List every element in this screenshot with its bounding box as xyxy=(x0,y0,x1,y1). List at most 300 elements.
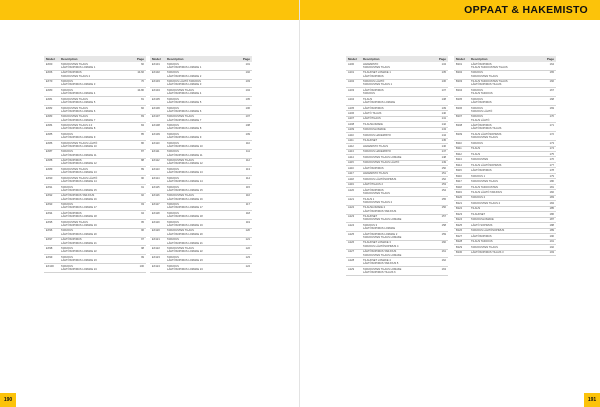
row-code: A117 xyxy=(348,172,354,176)
row-code: A123 xyxy=(348,215,355,219)
row-code: EX113 xyxy=(152,167,160,171)
description-line: TARJOUS xyxy=(61,203,73,207)
table-row xyxy=(346,62,448,71)
description-line: LÄHTÖSOPIMUS LOMAKE 24 xyxy=(167,267,203,271)
row-code: B104 xyxy=(456,88,463,92)
row-page: 157 xyxy=(441,215,446,219)
row-page: 159 xyxy=(441,232,446,236)
row-code: EX103 xyxy=(152,80,160,84)
row-description xyxy=(167,107,238,114)
table-row xyxy=(44,141,146,150)
description-line: LÄHTÖSOPIMUS LOMAKE 1 xyxy=(167,65,202,69)
row-page: 150 xyxy=(441,166,446,170)
table-row xyxy=(44,97,146,106)
row-page: 167 xyxy=(549,88,554,92)
description-line: TARJOUS xyxy=(167,167,179,171)
row-page: 92 xyxy=(141,194,144,198)
row-description xyxy=(363,128,434,131)
row-page: 89 xyxy=(141,167,144,171)
description-line: LÄHTÖSOPIMUS xyxy=(363,188,384,192)
row-page: 109 xyxy=(245,132,250,136)
row-page: 124 xyxy=(245,264,250,268)
row-page: 88 xyxy=(141,159,144,163)
description-line: LÄHTÖSOPIMUS xyxy=(61,211,82,215)
row-description xyxy=(471,71,542,78)
table-row xyxy=(150,194,252,203)
column-header-page: Page xyxy=(242,57,250,61)
description-line: LÄHTÖSOPIMUS LOMAKE 6 xyxy=(167,109,202,113)
row-code: B119 xyxy=(456,190,462,194)
table-row xyxy=(44,185,146,194)
row-code: EX93 xyxy=(46,203,53,207)
row-description xyxy=(471,63,542,70)
description-line: TARJOUSTEN TILAUS LÄHTÖ xyxy=(61,176,98,180)
row-description xyxy=(61,63,132,70)
row-page: 10-80 xyxy=(137,88,144,92)
table-row xyxy=(454,123,556,132)
description-line: LÄHTÖTILAUS xyxy=(363,117,381,121)
description-line: TARJOUS xyxy=(167,203,179,207)
description-line: LÄHTÖSOPIMUS LOMAKE 20 xyxy=(61,232,97,236)
description-line: TILAUKSET xyxy=(363,139,378,143)
description-line: LÄHTÖSOPIMUS LOMAKE 7 xyxy=(167,118,202,122)
row-page: 81 xyxy=(141,97,144,101)
row-description xyxy=(167,177,238,184)
row-code: B101 xyxy=(456,62,463,66)
row-code: EX109 xyxy=(152,132,160,136)
row-page: 101 xyxy=(245,62,250,66)
row-page: 136 xyxy=(441,80,446,84)
row-page: 138 xyxy=(441,97,446,101)
row-code: EX92 xyxy=(46,194,53,198)
description-line: TARJOUS LÄHTÖSOPIMUS 4 xyxy=(363,244,399,248)
row-description xyxy=(61,168,132,175)
description-line: TARJOUS xyxy=(61,185,73,189)
row-code: EX111 xyxy=(152,150,160,154)
table-row xyxy=(346,80,448,89)
row-description xyxy=(363,145,434,148)
description-line: TILAUS LÄHTÖ TARJOUS xyxy=(471,190,503,194)
row-description xyxy=(167,159,238,166)
row-code: B116 xyxy=(456,174,462,178)
row-code: A120 xyxy=(348,188,355,192)
description-line: LÄHTÖSOPIMUS LOMAKE 15 xyxy=(61,188,97,192)
row-code: B117 xyxy=(456,180,462,184)
row-description xyxy=(363,268,434,275)
row-code: EX81 xyxy=(46,97,53,101)
row-code: EX116 xyxy=(152,194,160,198)
row-description xyxy=(363,167,434,170)
description-line: LÄHTÖSOPIMUS LOMAKE 18 xyxy=(61,215,97,219)
row-page: 182 xyxy=(549,190,554,194)
description-line: TARJOUS xyxy=(61,132,73,136)
column-header-page: Page xyxy=(136,57,144,61)
column-header-code: Model xyxy=(348,57,357,61)
description-line: TARJOUS LÄHTÖSOPIMUS xyxy=(471,229,505,233)
row-code: A100 xyxy=(348,62,355,66)
row-page: 106 xyxy=(245,106,250,110)
row-page: 178 xyxy=(549,169,554,173)
description-line: TARJOUS xyxy=(471,115,483,119)
description-line: LÄHTÖSOPIMUS LOMAKE 9 xyxy=(61,136,96,140)
table-row xyxy=(150,167,252,176)
row-description xyxy=(471,202,542,205)
table-row xyxy=(454,88,556,97)
description-line: TILAUS xyxy=(471,207,481,211)
row-description xyxy=(167,71,238,78)
row-code: EX101 xyxy=(152,62,160,66)
row-page: 100 xyxy=(139,264,144,268)
description-line: TARJOUSTEN TILAUS 2.0 xyxy=(61,124,93,128)
row-code: B120 xyxy=(456,196,463,200)
row-page: 104 xyxy=(245,88,250,92)
table-row xyxy=(44,167,146,176)
description-line: LÄHTÖSOPIMUS LOMAKE 3 xyxy=(61,83,96,87)
row-code: A104 xyxy=(348,97,355,101)
header-bar xyxy=(0,0,299,20)
description-line: LÄHTÖSOPIMUS xyxy=(61,159,82,163)
description-line: TILAUKSET LOMAKE 4 xyxy=(363,259,391,263)
row-code: A116 xyxy=(348,166,354,170)
row-page: 135 xyxy=(441,71,446,75)
row-page: 94 xyxy=(141,211,144,215)
table-row xyxy=(44,71,146,80)
row-page: 119 xyxy=(245,220,250,224)
row-code: B127 xyxy=(456,234,463,238)
row-page: 181 xyxy=(549,185,554,189)
row-description xyxy=(471,98,542,105)
table-row xyxy=(454,115,556,124)
description-line: LÄHTÖSOPIMUS TILAUS 6 xyxy=(363,271,396,275)
table-row xyxy=(44,62,146,71)
description-line: LÄHTÖSOPIMUS TILAUS 3 xyxy=(471,251,504,255)
row-page: 144 xyxy=(441,133,446,137)
row-page: 173 xyxy=(549,141,554,145)
row-code: EX124 xyxy=(152,264,160,268)
row-page: 140 xyxy=(441,111,446,115)
row-description xyxy=(363,189,434,196)
row-page: 95 xyxy=(141,220,144,224)
column-header-description: Description xyxy=(363,57,380,61)
description-line: TILAUSLOMAKE 2 xyxy=(363,206,386,210)
table-row xyxy=(150,220,252,229)
row-code: B129 xyxy=(456,245,463,249)
row-code: A127 xyxy=(348,250,355,254)
description-line: TARJOUSTEN TILAUS xyxy=(61,97,88,101)
description-line: TARJOUS LÄHTÖ xyxy=(471,109,493,113)
row-description xyxy=(363,123,434,126)
row-code: EX90 xyxy=(46,176,53,180)
column-header-page: Page xyxy=(438,57,446,61)
description-line: TARJOUSTEN TILAUS LOMAKE xyxy=(363,267,402,271)
header-bar xyxy=(300,0,600,20)
row-page: 70 xyxy=(141,80,144,84)
row-page: 186 xyxy=(549,212,554,216)
column-header-code: Model xyxy=(456,57,465,61)
row-page: 86 xyxy=(141,141,144,145)
row-description xyxy=(363,183,434,186)
row-description xyxy=(363,139,434,142)
table-row xyxy=(150,71,252,80)
table-row xyxy=(150,246,252,255)
description-line: TILAUS TARJOUSTEN xyxy=(471,185,498,189)
description-line: TILAUKSET xyxy=(363,215,378,219)
row-page: 122 xyxy=(245,247,250,250)
row-page: 90 xyxy=(141,176,144,180)
table-row xyxy=(44,80,146,89)
description-line: LÄHTÖSOPIMUS LOMAKE 2 xyxy=(363,232,398,236)
row-code: B113 xyxy=(456,158,462,162)
row-description xyxy=(471,229,542,232)
table-row xyxy=(44,123,146,132)
description-line: TARJOUS xyxy=(61,247,73,250)
description-line: LÄHTÖSOPIMUS TARJOUS 5 xyxy=(363,262,399,266)
row-description xyxy=(363,112,434,115)
row-description xyxy=(471,169,542,172)
row-page: 171 xyxy=(549,124,554,128)
description-line: LÄHTÖSOPIMUS LOMAKE 18 xyxy=(167,215,203,219)
row-page: 193 xyxy=(549,251,554,255)
row-page: 166 xyxy=(549,80,554,84)
row-page: 139 xyxy=(441,106,446,110)
row-code: B125 xyxy=(456,223,463,227)
row-description xyxy=(363,215,434,222)
description-line: TARJOUSTEN TILAUS xyxy=(61,62,88,66)
description-line: LÄHTÖSOPIMUS xyxy=(363,74,384,78)
row-page: 10-66 xyxy=(137,71,144,75)
description-line: TILAUS LÄHTÖSOPIMUS xyxy=(471,163,502,167)
description-line: TARJOUS LÄHTÖSOPIMUS xyxy=(363,177,397,181)
row-description xyxy=(167,168,238,175)
description-line: TARJOUS xyxy=(167,132,179,136)
row-description xyxy=(363,206,434,213)
row-code: A119 xyxy=(348,183,354,187)
row-code: EX89 xyxy=(46,167,53,171)
description-line: LÄHTÖSOPIMUS LOMAKE 5 xyxy=(167,101,202,105)
description-line: LÄHTÖSOPIMUS LOMAKE 19 xyxy=(167,223,203,227)
row-code: EX120 xyxy=(152,229,160,233)
row-code: A122 xyxy=(348,206,355,210)
row-code: A129 xyxy=(348,267,355,271)
row-description xyxy=(471,240,542,243)
row-page: 149 xyxy=(441,161,446,165)
description-line: LÄHTÖSOPIMUS LOMAKE 14 xyxy=(167,180,203,184)
row-description xyxy=(61,124,132,131)
description-line: LÄHTÖSOPIMUS LOMAKE 21 xyxy=(167,241,203,245)
description-line: HAKEMISTO xyxy=(363,62,379,66)
row-page: 158 xyxy=(441,223,446,227)
row-description xyxy=(363,80,434,87)
description-line: HAKEMISTO TILAUS xyxy=(363,172,388,176)
description-line: LÄHTÖSOPIMUS xyxy=(61,71,82,75)
description-line: TARJOUS xyxy=(471,71,483,75)
index-table-4 xyxy=(454,56,556,256)
row-code: A124 xyxy=(348,223,355,227)
row-description xyxy=(363,241,434,248)
table-row xyxy=(150,255,252,264)
row-description xyxy=(363,224,434,231)
table-row xyxy=(44,159,146,168)
row-page: 114 xyxy=(245,176,250,180)
row-description xyxy=(363,172,434,175)
row-page: 142 xyxy=(441,122,446,126)
row-page: 168 xyxy=(549,97,554,101)
row-page: 145 xyxy=(441,139,446,143)
description-line: LÄHTÖSOPIMUS TARJOUS xyxy=(363,209,397,213)
row-page: 160 xyxy=(441,241,446,245)
description-line: TARJOUSTEN TILAUS LÄHTÖ xyxy=(363,161,400,165)
row-page: 108 xyxy=(245,124,250,128)
description-line: TARJOUS xyxy=(167,264,179,268)
table-row xyxy=(346,267,448,276)
row-code: EX119 xyxy=(152,220,160,224)
row-page: 85 xyxy=(141,132,144,136)
description-line: TARJOUS xyxy=(471,97,483,101)
description-line: LÄHTÖ SOPIMUS xyxy=(471,223,493,227)
row-page: 111 xyxy=(246,150,250,154)
row-description xyxy=(61,107,132,114)
row-description xyxy=(61,133,132,140)
table-row xyxy=(150,229,252,238)
row-code: B114 xyxy=(456,163,462,167)
table-row xyxy=(150,80,252,89)
row-description xyxy=(61,221,132,228)
description-line: TARJOUS 3 xyxy=(363,223,378,227)
description-line: LÄHTÖSOPIMUS LOMAKE 10 xyxy=(61,144,97,148)
row-page: 120 xyxy=(245,229,250,233)
row-page: 170 xyxy=(549,115,554,119)
description-line: TARJOUSTEN TILAUS xyxy=(167,247,194,250)
description-line: LÄHTÖSOPIMUS xyxy=(363,106,384,110)
row-code: A125 xyxy=(348,232,355,236)
row-description xyxy=(167,89,238,96)
row-code: EX97 xyxy=(46,238,53,242)
row-code: EX107 xyxy=(152,115,160,119)
description-line: TARJOUS xyxy=(61,264,73,268)
row-description xyxy=(471,218,542,221)
table-row xyxy=(44,246,146,255)
row-page: 151 xyxy=(441,172,446,176)
description-line: TARJOUSTEN TILAUS LOMAKE xyxy=(363,155,402,159)
table-row xyxy=(346,188,448,197)
description-line: LÄHTÖSOPIMUS LOMAKE 9 xyxy=(167,136,202,140)
description-line: LÄHTÖSOPIMUS LOMAKE 7 xyxy=(61,118,96,122)
description-line: TILAUS TARJOUS xyxy=(471,240,493,244)
description-line: TARJOUSTEN TILAUS xyxy=(363,192,390,196)
row-code: A126 xyxy=(348,241,355,245)
table-row xyxy=(150,150,252,159)
row-code: A108 xyxy=(348,122,355,126)
row-code: EX118 xyxy=(152,211,160,215)
description-line: TARJOUS xyxy=(167,238,179,242)
section-title: OPPAAT & HAKEMISTO xyxy=(464,4,588,16)
description-line: TARJOUSTEN TILAUS 2 xyxy=(363,200,393,204)
description-line: TARJOUS xyxy=(167,185,179,189)
description-line: TARJOUSTEN TILAUS xyxy=(61,220,88,224)
page-number-left: 190 xyxy=(0,393,16,407)
row-page: 148 xyxy=(441,155,446,159)
table-row xyxy=(150,264,252,273)
table-row xyxy=(454,251,556,256)
row-description xyxy=(471,158,542,161)
description-line: HAKEMISTO TILAUS xyxy=(363,144,388,148)
description-line: TILAUS TARJOUSTEN TILAUS xyxy=(471,65,508,69)
row-code: B126 xyxy=(456,229,463,233)
table-row xyxy=(44,264,146,273)
description-line: TARJOUS HAKEMISTO xyxy=(363,150,391,154)
description-line: LÄHTÖSOPIMUS LOMAKE 11 xyxy=(167,153,203,157)
row-code: EX99 xyxy=(46,255,53,259)
row-description xyxy=(167,247,238,254)
row-page: 154 xyxy=(441,188,446,192)
description-line: LÄHTÖSOPIMUS xyxy=(363,88,384,92)
row-page: 192 xyxy=(549,245,554,249)
row-code: EX60 xyxy=(46,62,53,66)
column-header-code: Model xyxy=(46,57,55,61)
row-page: 172 xyxy=(549,132,554,136)
row-code: B106 xyxy=(456,106,463,110)
table-row xyxy=(44,88,146,97)
description-line: TARJOUS xyxy=(167,124,179,128)
description-line: LÄHTÖSOPIMUS LOMAKE 6 xyxy=(61,109,96,113)
row-description xyxy=(167,203,238,210)
description-line: TARJOUS xyxy=(167,150,179,154)
row-description xyxy=(167,98,238,105)
description-line: LÄHTÖSOPIMUS LOMAKE 22 xyxy=(167,250,203,254)
description-line: TARJOUS xyxy=(61,229,73,233)
description-line: LÄHTÖSOPIMUS LOMAKE 14 xyxy=(61,180,97,184)
row-description xyxy=(61,265,132,272)
description-line: TARJOUSTEN TILAUS 2 xyxy=(471,201,501,205)
right-page xyxy=(300,0,600,407)
row-description xyxy=(167,80,238,87)
row-code: A114 xyxy=(348,155,354,159)
row-description xyxy=(363,107,434,110)
description-line: LÄHTÖSOPIMUS LOMAKE 19 xyxy=(61,223,97,227)
description-line: TILAUS TARJOUS xyxy=(471,92,493,96)
description-line: LÄHTÖSOPIMUS LOMAKE 21 xyxy=(61,241,97,245)
row-page: 190 xyxy=(549,234,554,238)
row-code: A106 xyxy=(348,111,355,115)
description-line: TARJOUS xyxy=(167,71,179,75)
description-line: LÄHTÖSOPIMUS xyxy=(471,62,492,66)
description-line: TARJOUS xyxy=(471,88,483,92)
table-row xyxy=(44,176,146,185)
description-line: TARJOUSLOMAKE xyxy=(471,218,494,222)
table-row xyxy=(44,220,146,229)
row-description xyxy=(363,150,434,153)
description-line: LÄHTÖSOPIMUS LOMAKE 8 xyxy=(167,127,202,131)
description-line: LÄHTÖSOPIMUS LOMAKE 2 xyxy=(167,74,202,78)
row-code: EX70 xyxy=(46,80,53,84)
row-code: EX66 xyxy=(46,71,53,75)
row-page: 98 xyxy=(141,247,144,250)
row-description xyxy=(471,186,542,189)
row-description xyxy=(61,142,132,149)
description-line: TARJOUSTEN TILAUS xyxy=(471,74,498,78)
description-line: TILAUS 1 xyxy=(363,197,375,201)
row-description xyxy=(363,250,434,257)
row-description xyxy=(471,196,542,199)
row-description xyxy=(61,71,132,78)
row-code: EX117 xyxy=(152,203,160,207)
row-description xyxy=(167,265,238,272)
table-row xyxy=(150,97,252,106)
row-code: EX100 xyxy=(46,264,54,268)
row-description xyxy=(471,147,542,150)
row-page: 141 xyxy=(441,117,446,121)
row-description xyxy=(471,115,542,122)
